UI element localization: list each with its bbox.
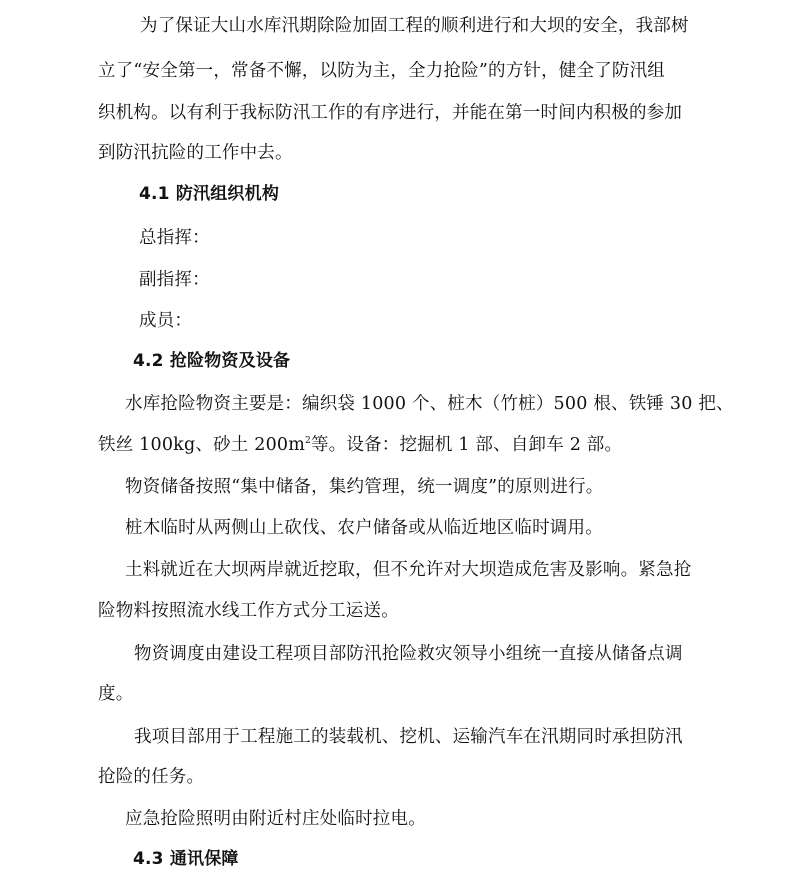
section-heading-4-3: 4.3 通讯保障 (133, 849, 239, 869)
intro-line-4: 到防汛抗险的工作中去。 (98, 143, 293, 163)
commander-label: 总指挥： (139, 228, 210, 248)
materials-line-2-start: 铁丝 100kg、砂土 200m (98, 435, 306, 455)
soil-line-1: 土料就近在大坝两岸就近挖取，但不允许对大坝造成危害及影响。紧急抢 (125, 560, 692, 580)
section-heading-4-1: 4.1 防汛组织机构 (139, 184, 280, 204)
deputy-commander-label: 副指挥： (139, 270, 210, 290)
members-label: 成员： (139, 311, 193, 331)
intro-line-1: 为了保证大山水库汛期除险加固工程的顺利进行和大坝的安全，我部树 (140, 16, 689, 36)
storage-principle: 物资储备按照“集中储备，集约管理，统一调度”的原则进行。 (125, 477, 604, 497)
intro-line-3: 织机构。以有利于我标防汛工作的有序进行，并能在第一时间内积极的参加 (98, 103, 683, 123)
dispatch-line-1: 物资调度由建设工程项目部防汛抢险救灾领导小组统一直接从储备点调 (134, 644, 683, 664)
materials-line-2-end: 等。设备：挖掘机 1 部、自卸车 2 部。 (310, 435, 623, 455)
equipment-line-2: 抢险的任务。 (98, 767, 205, 787)
materials-line-1: 水库抢险物资主要是：编织袋 1000 个、桩木（竹桩）500 根、铁锤 30 把、 (125, 394, 734, 414)
square-meter-superscript: 2 (305, 436, 311, 447)
equipment-line-1: 我项目部用于工程施工的装载机、挖机、运输汽车在汛期同时承担防汛 (134, 727, 683, 747)
dispatch-line-2: 度。 (98, 684, 134, 704)
soil-line-2: 险物料按照流水线工作方式分工运送。 (98, 601, 399, 621)
lighting-source: 应急抢险照明由附近村庄处临时拉电。 (125, 809, 426, 829)
timber-source: 桩木临时从两侧山上砍伐、农户储备或从临近地区临时调用。 (125, 518, 603, 538)
intro-line-2: 立了“安全第一，常备不懈，以防为主，全力抢险”的方针，健全了防汛组 (98, 61, 665, 81)
materials-line-2 (98, 433, 622, 457)
section-heading-4-2: 4.2 抢险物资及设备 (133, 351, 291, 371)
